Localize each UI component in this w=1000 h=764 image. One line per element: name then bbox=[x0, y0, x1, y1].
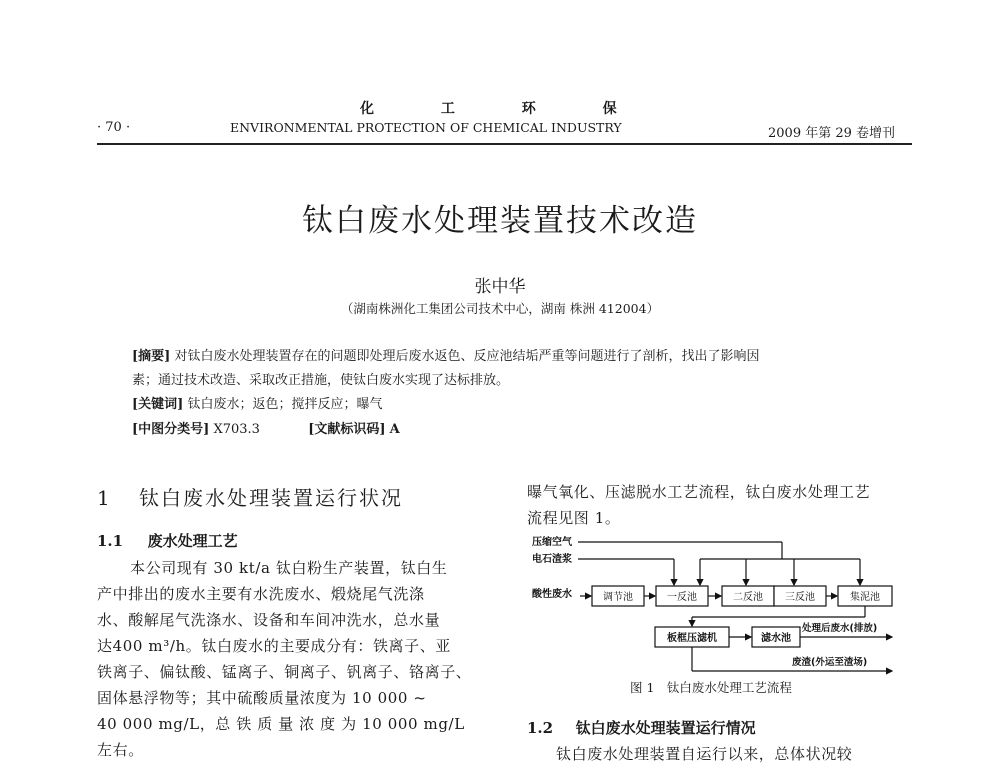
clc-value: X703.3 bbox=[213, 422, 260, 437]
clc-label: [中图分类号] bbox=[132, 422, 210, 437]
doc-code-value: A bbox=[389, 422, 400, 437]
keywords-line bbox=[132, 393, 382, 412]
subsection-1-1-heading bbox=[97, 530, 238, 551]
box-filter-label: 板框压滤机 bbox=[667, 633, 717, 644]
body-line: 40 000 mg/L，总 铁 质 量 浓 度 为 10 000 mg/L bbox=[97, 715, 465, 733]
affiliation: （湖南株洲化工集团公司技术中心，湖南 株洲 412004） bbox=[340, 301, 660, 316]
label-residue: 废渣(外运至渣场) bbox=[792, 657, 868, 668]
body-line: 水、酸解尾气洗涤水、设备和车间冲洗水，总水量 bbox=[97, 611, 441, 629]
abstract-label: [摘要] bbox=[132, 349, 171, 364]
box-sludge-label: 集泥池 bbox=[850, 592, 880, 603]
label-treated-water: 处理后废水(排放) bbox=[802, 623, 878, 634]
body-line: 铁离子、偏钛酸、锰离子、铜离子、钒离子、铬离子、 bbox=[97, 663, 472, 681]
body-line: 本公司现有 30 kt/a 钛白粉生产装置，钛白生 bbox=[130, 559, 448, 577]
header-rule bbox=[97, 143, 912, 145]
abstract-text-2: 素；通过技术改造、采取改正措施，使钛白废水实现了达标排放。 bbox=[132, 373, 510, 388]
right-body-line: 钛白废水处理装置自运行以来，总体状况较 bbox=[556, 745, 853, 763]
right-body-line: 曝气氧化、压滤脱水工艺流程，钛白废水处理工艺 bbox=[527, 483, 871, 501]
subsection-1-2-number: 1.2 bbox=[527, 719, 554, 737]
author: 张中华 bbox=[474, 277, 526, 297]
issue-info: 2009 年第 29 卷增刊 bbox=[768, 126, 896, 141]
compressed-air-line bbox=[578, 542, 860, 585]
box-r1-label: 一反池 bbox=[667, 592, 697, 603]
process-flow-diagram bbox=[520, 533, 900, 675]
box-filtrate-label: 滤水池 bbox=[761, 633, 791, 644]
classification-line bbox=[132, 418, 400, 437]
journal-title-cn: 化 工 环 保 bbox=[360, 101, 648, 117]
subsection-1-2-heading bbox=[527, 717, 756, 738]
body-line: 左右。 bbox=[97, 741, 144, 759]
box-r3-label: 三反池 bbox=[785, 592, 815, 603]
keywords-text: 钛白废水；返色；搅拌反应；曝气 bbox=[187, 397, 383, 412]
section-1-heading bbox=[97, 482, 403, 511]
subsection-1-1-number: 1.1 bbox=[97, 532, 124, 550]
abstract-text-1: 对钛白废水处理装置存在的问题即处理后废水返色、反应池结垢严重等问题进行了剖析，找出了影响因 bbox=[174, 349, 760, 364]
keywords-label: [关键词] bbox=[132, 397, 184, 412]
figure-caption: 图 1 钛白废水处理工艺流程 bbox=[630, 680, 792, 695]
box-r2-label: 二反池 bbox=[733, 592, 763, 603]
section-1-title: 钛白废水处理装置运行状况 bbox=[139, 486, 403, 510]
carbide-slurry-line bbox=[578, 559, 674, 585]
label-carbide-slurry: 电石渣浆 bbox=[532, 554, 572, 565]
abstract-line-1 bbox=[132, 345, 759, 364]
doc-code-label: [文献标识码] bbox=[308, 422, 386, 437]
label-compressed-air: 压缩空气 bbox=[532, 537, 572, 548]
journal-title-en: ENVIRONMENTAL PROTECTION OF CHEMICAL INDUSTRY bbox=[230, 120, 622, 135]
box-adjust-label: 调节池 bbox=[603, 592, 633, 603]
right-body-line: 流程见图 1。 bbox=[527, 509, 621, 527]
body-line: 达400 m³/h。钛白废水的主要成分有：铁离子、亚 bbox=[97, 637, 451, 655]
page-number: · 70 · bbox=[97, 120, 131, 135]
subsection-1-1-title: 废水处理工艺 bbox=[147, 532, 238, 550]
label-acid-wastewater: 酸性废水 bbox=[532, 589, 572, 600]
body-line: 产中排出的废水主要有水洗废水、煅烧尾气洗涤 bbox=[97, 585, 425, 603]
body-line: 固体悬浮物等；其中硫酸质量浓度为 10 000 ~ bbox=[97, 689, 427, 707]
section-1-number: 1 bbox=[97, 486, 112, 510]
article-title: 钛白废水处理装置技术改造 bbox=[302, 203, 698, 239]
subsection-1-2-title: 钛白废水处理装置运行情况 bbox=[575, 719, 756, 737]
